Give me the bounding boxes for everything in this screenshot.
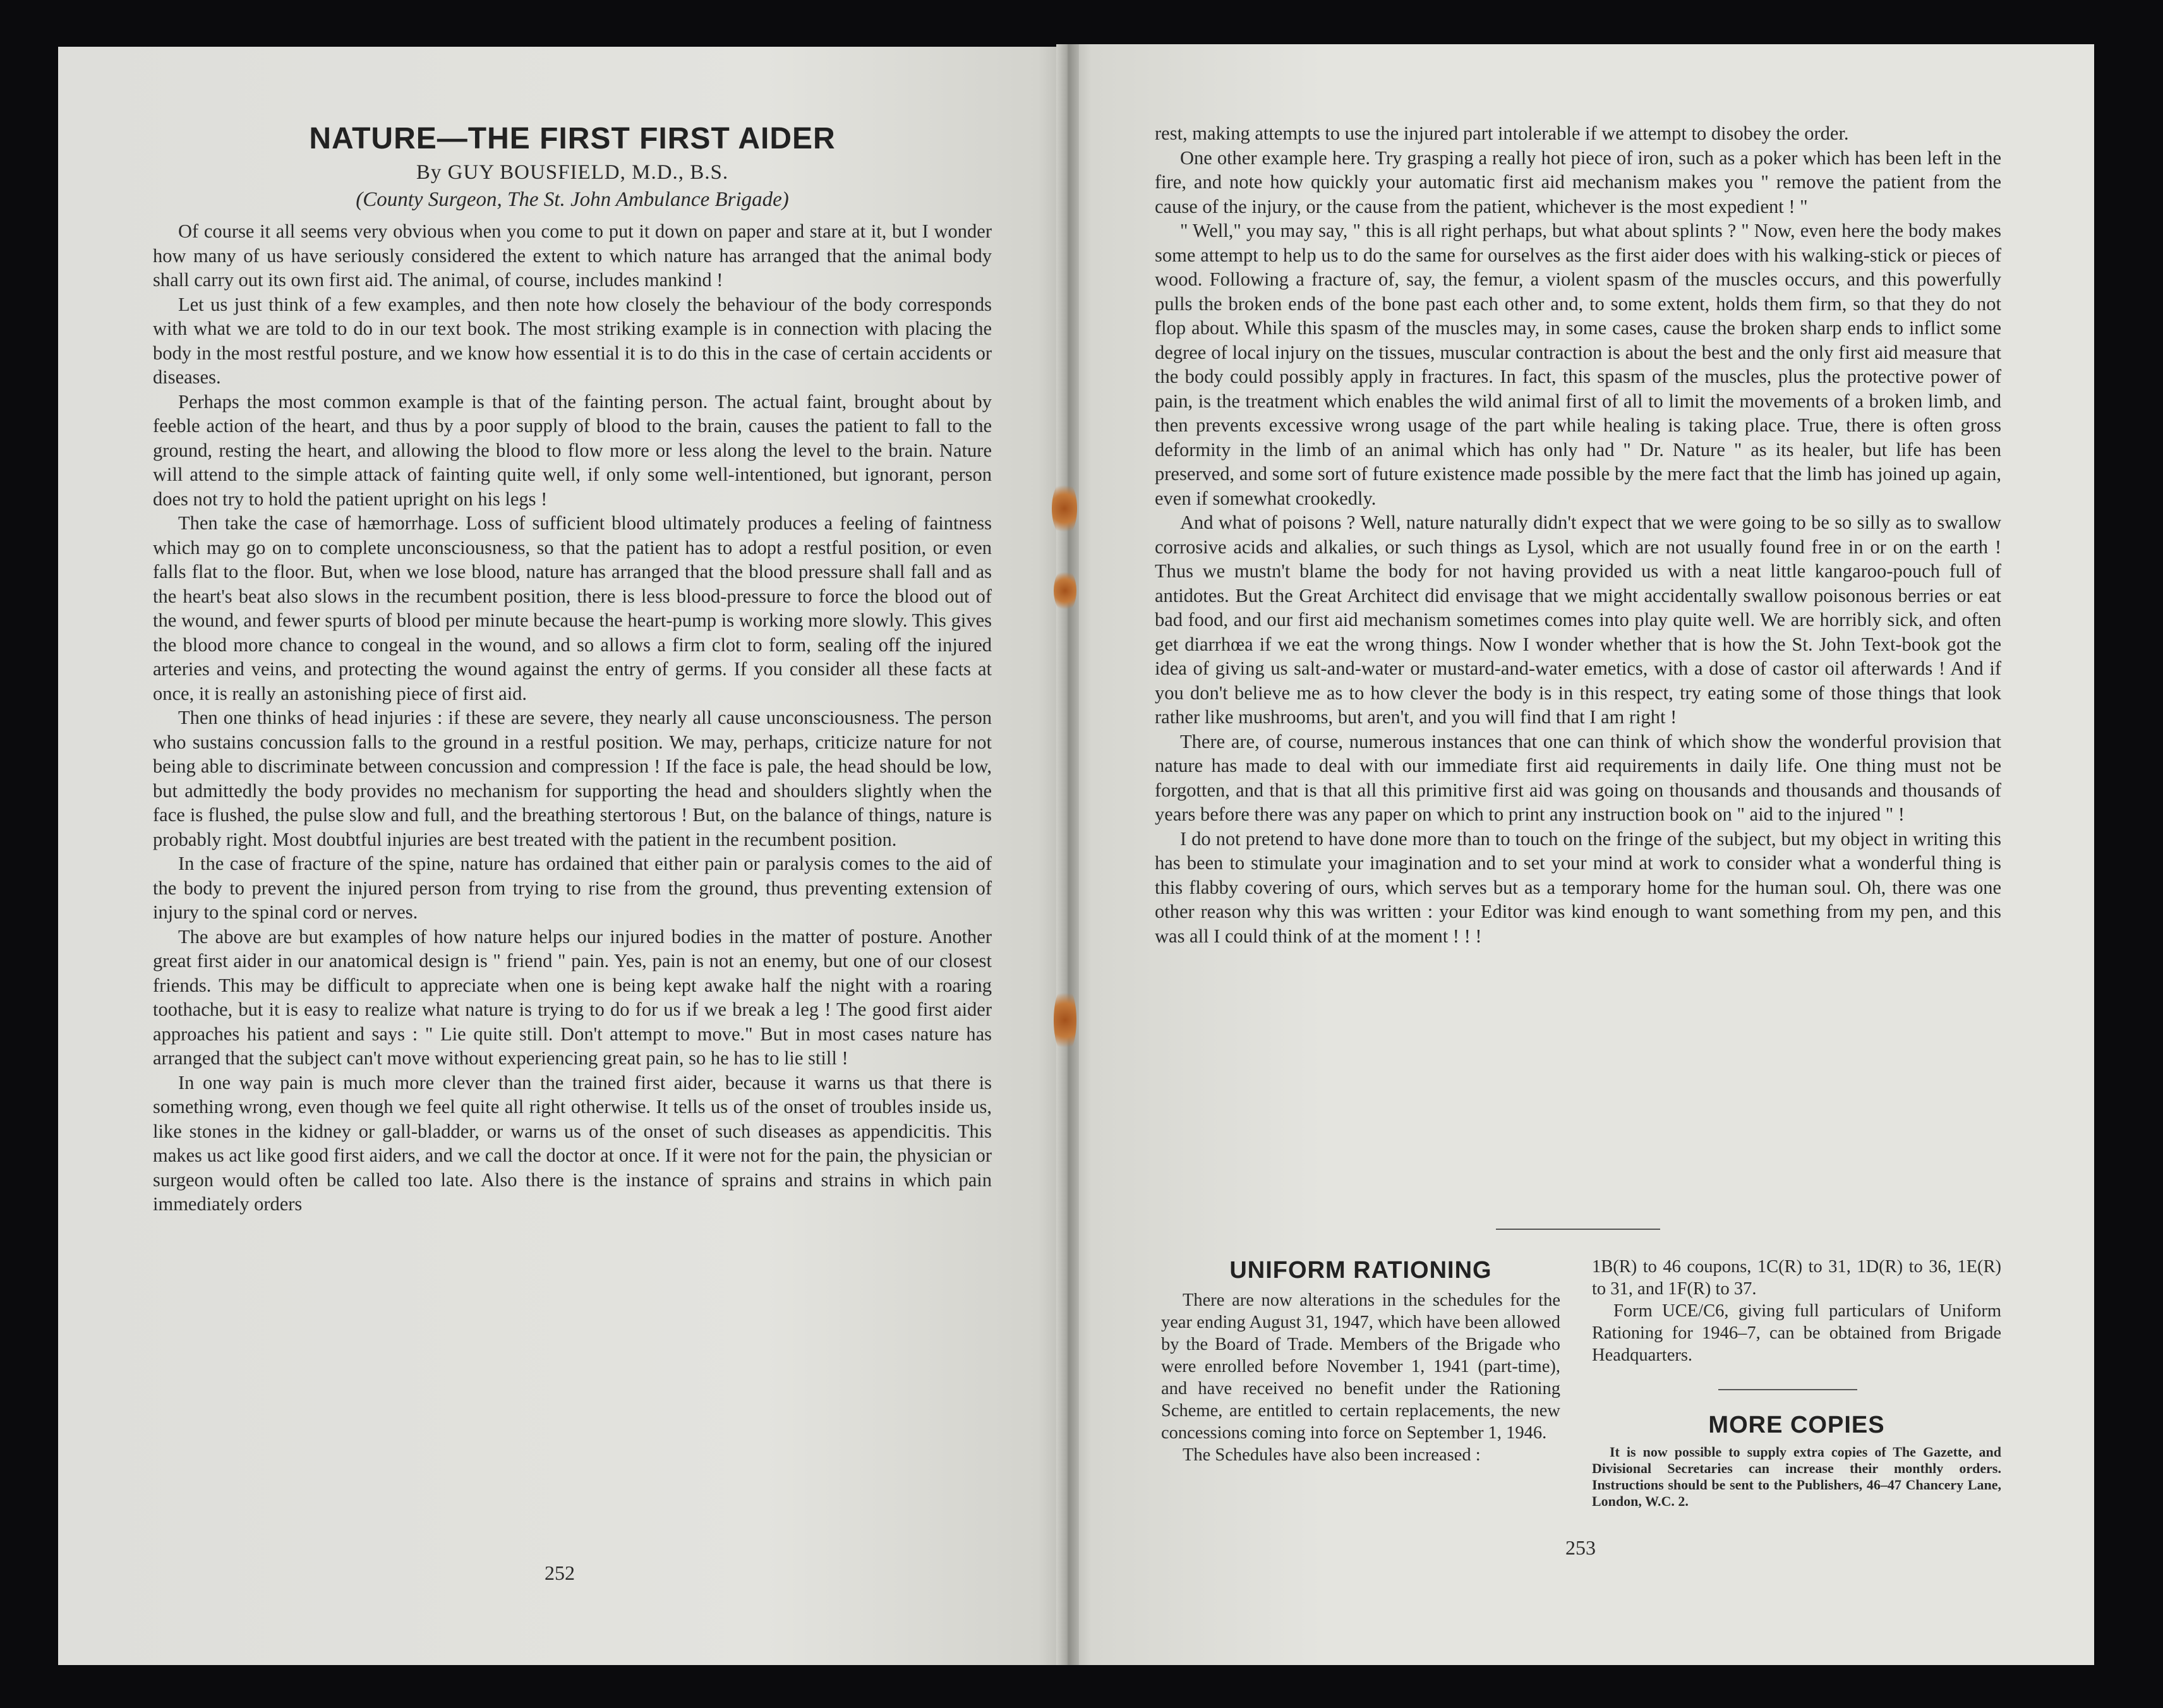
- book-spine: [1056, 44, 1079, 1665]
- paragraph: Form UCE/C6, giving full particulars of Uniform Rationing for 1946–7, can be obtained from Brigade Headquarters.: [1592, 1301, 2001, 1365]
- section-divider: [1496, 1229, 1660, 1230]
- more-copies-title: MORE COPIES: [1708, 1412, 1885, 1438]
- section-divider-small: [1718, 1389, 1857, 1390]
- uniform-rationing-text-cont: [1592, 1256, 2001, 1366]
- left-article: [153, 121, 992, 1217]
- right-article: [1155, 121, 2001, 948]
- paragraph: Then one thinks of head injuries : if these are severe, they nearly all cause unconsciousness. The person who sustains concussion falls to the ground in a restful position. We may, perhaps, criticize nature for not being able to discriminate between concussion and compression ! If the face is pale, the head should be low, but admittedly the body provides no mechanism for supporting the head and shoulders slightly when the face is flushed, the pulse slow and full, and the breathing stertorous ! But, on the balance of things, nature is probably right. Most doubtful injuries are best treated with the patient in the recumbent position.: [153, 707, 992, 850]
- paragraph: There are now alterations in the schedules for the year ending August 31, 1947, which have been allowed by the Board of Trade. Members of the Brigade who were enrolled before November 1, 1941 (part-time), and have received no benefit under the Rationing Scheme, are entitled to certain replacements, the new concessions coming into force on September 1, 1946.: [1161, 1290, 1560, 1443]
- uniform-rationing-col2: [1592, 1256, 2001, 1510]
- page-number-left: 252: [545, 1561, 575, 1584]
- paragraph: rest, making attempts to use the injured part intolerable if we attempt to disobey the order.: [1155, 123, 1849, 144]
- paragraph: There are, of course, numerous instances that one can think of which show the wonderful provision that nature has made to deal with our immediate first aid requirements in daily life. One thing must not be forgotten, and that is that all this primitive first aid was going on thousands and thousands and thousands of years before there was any paper on which to print any instruction book on " aid to the injured " !: [1155, 730, 2001, 825]
- paragraph: " Well," you may say, " this is all right perhaps, but what about splints ? " Now, even here the body makes some attempt to help us to do the same for ourselves as the first aider does with his walking-stick or pieces of wood. Following a fracture of, say, the femur, a violent spasm of the muscles occurs, and this powerfully pulls the broken ends of the bone past each other and, to some extent, holds them firm, so that they do not flop about. While this spasm of the muscles may, in some cases, cause the broken sharp ends to inflict some degree of local injury on the tissues, muscular contraction is about the best and the only first aid measure that the body could possibly apply in fractures. In fact, this spasm of the muscles, plus the protective power of pain, is the treatment which enables the wild animal first of all to limit the movements of a broken limb, and then prevents excessive wrong usage of the part while healing is taking place. True, there is often gross deformity in the limb of an animal which has only had " Dr. Nature " as its healer, but life has been preserved, and some sort of future existence made possible by the mere fact that the limb has joined up again, even if somewhat crookedly.: [1155, 220, 2001, 509]
- article-title: NATURE—THE FIRST FIRST AIDER: [309, 122, 836, 155]
- paragraph: In the case of fracture of the spine, nature has ordained that either pain or paralysis comes to the aid of the body to prevent the injured person from trying to rise from the ground, thus preventing extension of injury to the spinal cord or nerves.: [153, 853, 992, 923]
- article-body-right: [1155, 121, 2001, 948]
- paragraph: Of course it all seems very obvious when you come to put it down on paper and stare at it, but I wonder how many of us have seriously considered the extent to which nature has arranged that the animal body shall carry out its own first aid. The animal, of course, includes mankind !: [153, 220, 992, 291]
- article-body-left: [153, 219, 992, 1217]
- paragraph: 1B(R) to 46 coupons, 1C(R) to 31, 1D(R) to 36, 1E(R) to 31, and 1F(R) to 37.: [1592, 1257, 2001, 1299]
- rust-stain: [1052, 480, 1077, 537]
- paragraph: In one way pain is much more clever than the trained first aider, because it warns us that there is something wrong, even though we feel quite all right otherwise. It tells us of the onset of troubles inside us, like stones in the kidney or gall-bladder, or warns us of the onset of such diseases as appendicitis. This makes us act like good first aiders, and we call the doctor at once. If it were not for the pain, the physician or surgeon would often be called too late. Also there is the instance of sprains and strains in which pain immediately orders: [153, 1071, 992, 1215]
- paragraph: I do not pretend to have done more than to touch on the fringe of the subject, but my object in writing this has been to stimulate your imagination and to set your mind at work to consider what a wonderful thing is this flabby covering of ours, which serves but as a temporary home for the human soul. Oh, there was one other reason why this was written : your Editor was kind enough to want something from my pen, and this was all I could think of at the moment ! ! !: [1155, 827, 2001, 947]
- paragraph: Let us just think of a few examples, and then note how closely the behaviour of the body corresponds with what we are told to do in our text book. The most striking example is in connection with placing the body in the most restful posture, and we know how essential it is to do this in the case of certain accidents or diseases.: [153, 293, 992, 388]
- rust-stain: [1054, 568, 1076, 613]
- article-byline: By GUY BOUSFIELD, M.D., B.S.: [416, 161, 729, 184]
- paragraph: The above are but examples of how nature helps our injured bodies in the matter of posture. Another great first aider in our anatomical design is " friend " pain. Yes, pain is not an enemy, but one of our closest friends. This may be difficult to appreciate when one is being kept awake half the night with a roaring toothache, but it is easy to realize what nature is trying to do for us if we break a leg ! The good first aider approaches his patient and says : " Lie quite still. Don't attempt to move." But in most cases nature has arranged that the subject can't move without experiencing great pain, so he has to lie still !: [153, 925, 992, 1069]
- more-copies-text: [1592, 1444, 2001, 1510]
- paragraph: The Schedules have also been increased :: [1183, 1445, 1481, 1465]
- paragraph: Perhaps the most common example is that of the fainting person. The actual faint, brought about by feeble action of the heart, and thus by a poor supply of blood to the brain, causes the patient to fall to the ground, resting the heart, and allowing the blood to flow more or less along the level to the brain. Nature will attend to the simple attack of fainting quite well, if only some well-intentioned, but ignorant, person does not try to hold the patient upright on his legs !: [153, 390, 992, 510]
- uniform-rationing-text: [1161, 1289, 1560, 1466]
- page-number-right: 253: [1565, 1536, 1596, 1559]
- uniform-rationing-title: UNIFORM RATIONING: [1229, 1257, 1492, 1284]
- uniform-rationing-col1: [1161, 1257, 1560, 1466]
- paragraph: One other example here. Try grasping a really hot piece of iron, such as a poker which has been left in the fire, and note how quickly your automatic first aid mechanism makes you " remove the patient from the cause of the injury, or the cause from the patient, whichever is the most expedient ! ": [1155, 147, 2001, 217]
- paragraph: And what of poisons ? Well, nature naturally didn't expect that we were going to be so silly as to swallow corrosive acids and alkalies, or such things as Lysol, which are not usually found free in or on the earth ! Thus we mustn't blame the body for not having provided us with a neat little kangaroo-pouch full of antidotes. But the Great Architect did envisage that we might accidentally swallow poisonous berries or eat bad food, and our first aid mechanism sometimes comes into play quite well. We are horribly sick, and often get diarrhœa if we eat the wrong things. Now I wonder whether that is how the St. John Text-book got the idea of giving us salt-and-water or mustard-and-water emetics, with a dose of castor oil afterwards ! And if you don't believe me as to how clever the body is in this respect, try eating some of those things that look rather like mushrooms, but aren't, and you will find that I am right !: [1155, 512, 2001, 728]
- rust-stain: [1054, 985, 1076, 1055]
- article-affiliation: (County Surgeon, The St. John Ambulance Brigade): [356, 188, 789, 211]
- paragraph: Then take the case of hæmorrhage. Loss of sufficient blood ultimately produces a feeling of faintness which may go on to complete unconsciousness, so that the patient has to adopt a restful position, or even falls flat to the floor. But, when we lose blood, nature has arranged that the blood pressure shall fall and as the heart's beat also slows in the recumbent position, there is less blood-pressure to force the blood out of the wound, and fewer spurts of blood per minute because the heart-pump is working more slowly. This gives the blood more chance to congeal in the wound, and so allows a firm clot to form, sealing off the injured arteries and veins, and protecting the wound against the entry of germs. If you consider all these facts at once, it is really an astonishing piece of first aid.: [153, 512, 992, 704]
- paragraph: It is now possible to supply extra copies of The Gazette, and Divisional Secretaries can increase their monthly orders. Instructions should be sent to the Publishers, 46–47 Chancery Lane, London, W.C. 2.: [1592, 1444, 2001, 1509]
